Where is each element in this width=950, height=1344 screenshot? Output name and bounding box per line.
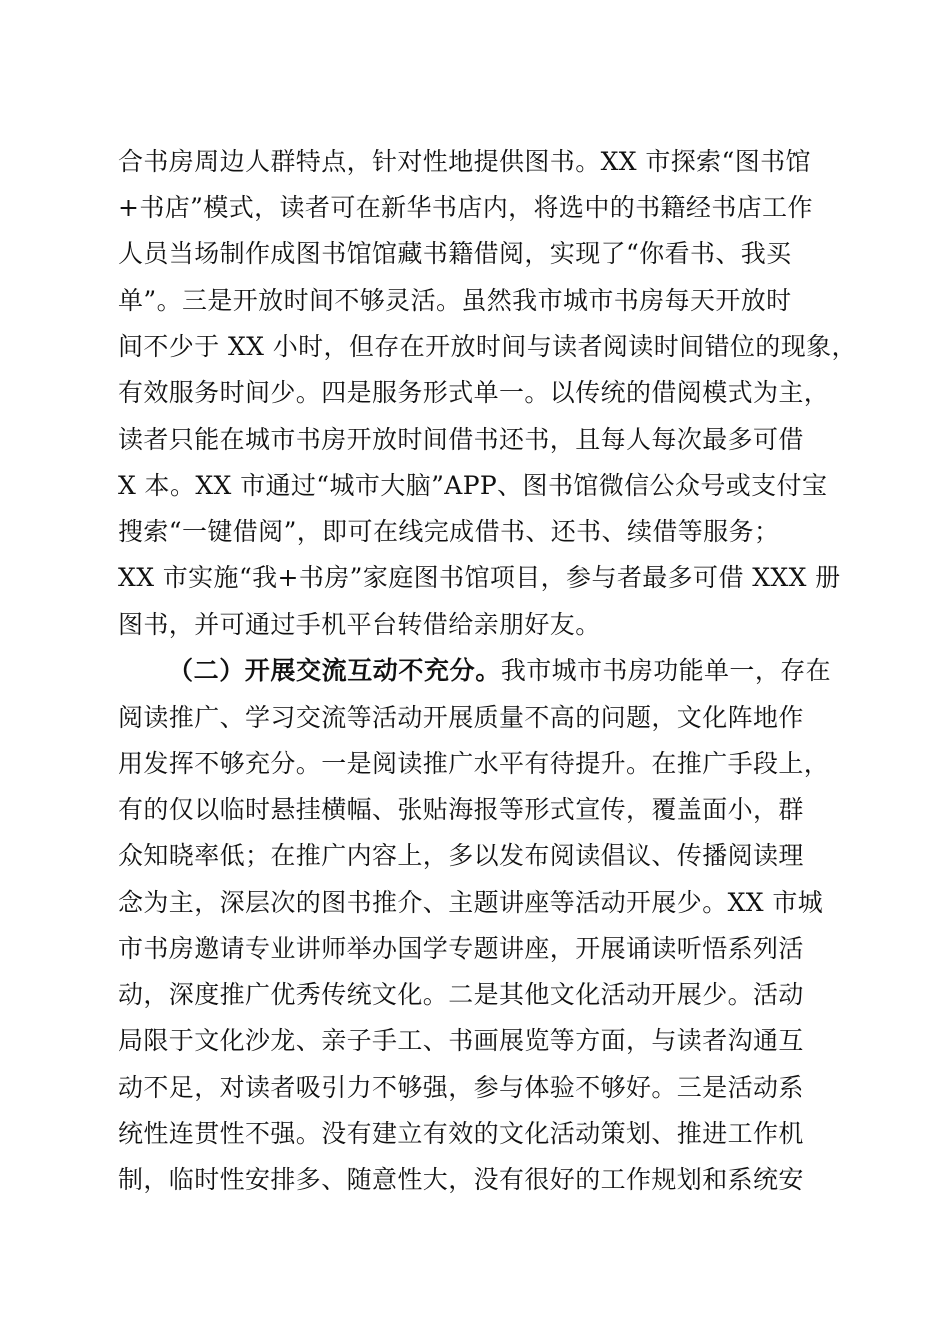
section-line: 有的仅以临时悬挂横幅、张贴海报等形式宣传，覆盖面小，群: [118, 795, 804, 824]
paragraph-line: 读者只能在城市书房开放时间借书还书，且每人每次最多可借: [118, 425, 804, 454]
paragraph-line: 人员当场制作成图书馆馆藏书籍借阅，实现了“你看书、我买: [118, 239, 792, 268]
section-line: 市书房邀请专业讲师举办国学专题讲座，开展诵读听悟系列活: [118, 934, 804, 963]
section-heading: （二）开展交流互动不充分。: [168, 656, 501, 685]
section-line: 动，深度推广优秀传统文化。二是其他文化活动开展少。活动: [118, 980, 804, 1009]
paragraph-line: X 本。XX 市通过“城市大脑”APP、图书馆微信公众号或支付宝: [118, 471, 828, 500]
section-line: 制，临时性安排多、随意性大，没有很好的工作规划和系统安: [118, 1165, 804, 1194]
section-heading-line: [168, 649, 831, 693]
section-line: 阅读推广、学习交流等活动开展质量不高的问题，文化阵地作: [118, 703, 804, 732]
paragraph-line: +书店”模式，读者可在新华书店内，将选中的书籍经书店工作: [118, 193, 813, 222]
section-first-line-text: 我市城市书房功能单一，存在: [500, 656, 832, 685]
section-line: 统性连贯性不强。没有建立有效的文化活动策划、推进工作机: [118, 1119, 804, 1148]
section-line: 局限于文化沙龙、亲子手工、书画展览等方面，与读者沟通互: [118, 1026, 804, 1055]
paragraph-line: 合书房周边人群特点，针对性地提供图书。XX 市探索“图书馆: [118, 147, 811, 176]
section-line: 动不足，对读者吸引力不够强，参与体验不够好。三是活动系: [118, 1073, 804, 1102]
paragraph-line: XX 市实施“我+书房”家庭图书馆项目，参与者最多可借 XXX 册: [118, 563, 841, 592]
section-line: 众知晓率低；在推广内容上，多以发布阅读倡议、传播阅读理: [118, 841, 804, 870]
section-line: 用发挥不够充分。一是阅读推广水平有待提升。在推广手段上，: [118, 749, 830, 778]
paragraph-line: 单”。三是开放时间不够灵活。虽然我市城市书房每天开放时: [118, 286, 792, 315]
paragraph-line: 间不少于 XX 小时，但存在开放时间与读者阅读时间错位的现象，: [118, 332, 857, 361]
paragraph-line: 图书，并可通过手机平台转借给亲朋好友。: [118, 610, 601, 639]
paragraph-line: 有效服务时间少。四是服务形式单一。以传统的借阅模式为主，: [118, 378, 830, 407]
section-line: 念为主，深层次的图书推介、主题讲座等活动开展少。XX 市城: [118, 888, 824, 917]
paragraph-line: 搜索“一键借阅”，即可在线完成借书、还书、续借等服务；: [118, 517, 780, 546]
